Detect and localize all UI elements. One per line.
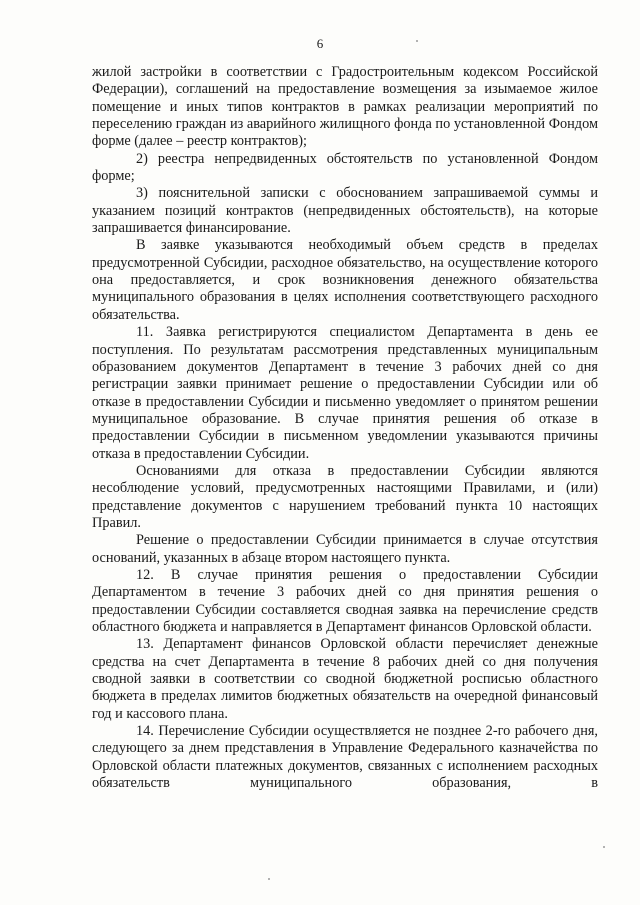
scan-speck xyxy=(416,40,418,42)
page-number: 6 xyxy=(316,36,324,51)
paragraph-item-2-register: 2) реестра непредвиденных обстоятельств по установленной Фондом форме; xyxy=(92,150,598,185)
paragraph-section-12: 12. В случае принятия решения о предоставлении Субсидии Департаментом в течение 3 рабочих дней со дня принятия решения о предоставлении Субсидии составляется сводная заявка на перечисление средств областного бюджета и направляется в Департамент финансов Орловской области. xyxy=(92,566,598,635)
paragraph-refusal-grounds: Основаниями для отказа в предоставлении Субсидии являются несоблюдение условий, предусмотренных настоящими Правилами, и (или) представление документов с нарушением требований пункта 10 настоящих Правил. xyxy=(92,462,598,531)
paragraph-section-14: 14. Перечисление Субсидии осуществляется не позднее 2-го рабочего дня, следующего за днем представления в Управление Федерального казначейства по Орловской области платежных документов, связанных с исполнением расходных обязательств муниципального образования, в xyxy=(92,723,598,792)
scan-speck xyxy=(268,878,270,880)
paragraph-application-contents: В заявке указываются необходимый объем средств в пределах предусмотренной Субсидии, расходное обязательство, на осуществление которого она предоставляется, и срок возникновения денежного обязательства муниципального образования в целях исполнения соответствующего расходного обязательства. xyxy=(92,237,598,323)
scan-speck xyxy=(603,846,605,848)
paragraph-item-3-explanatory-note: 3) пояснительной записки с обоснованием запрашиваемой суммы и указанием позиций контрактов (непредвиденных обстоятельств), на которые запрашивается финансирование. xyxy=(92,185,598,237)
paragraph-decision-conditions: Решение о предоставлении Субсидии принимается в случае отсутствия оснований, указанных в абзаце втором настоящего пункта. xyxy=(92,532,598,566)
paragraph-contracts-register-continued: жилой застройки в соответствии с Градостроительным кодексом Российской Федерации), соглашений на предоставление возмещения за изымаемое жилое помещение и иных типов контрактов в рамках реализации мероприятий по переселению граждан из аварийного жилищного фонда по установленной Фондом форме (далее – реестр контрактов); xyxy=(92,64,598,150)
document-body xyxy=(92,64,598,792)
paragraph-section-13: 13. Департамент финансов Орловской области перечисляет денежные средства на счет Департамента в течение 8 рабочих дней со дня получения сводной заявки в соответствии со сводной бюджетной росписью областного бюджета в пределах лимитов бюджетных обязательств на очередной финансовый год и кассового плана. xyxy=(92,636,598,722)
paragraph-section-11: 11. Заявка регистрируются специалистом Департамента в день ее поступления. По результатам рассмотрения представленных муниципальным образованием документов Департамент в течение 3 рабочих дней со дня регистрации заявки принимает решение о предоставлении Субсидии или об отказе в предоставлении Субсидии и письменно уведомляет о принятом решении муниципальное образование. В случае принятия решения об отказе в предоставлении Субсидии в письменном уведомлении указываются причины отказа в предоставлении Субсидии. xyxy=(92,324,598,462)
